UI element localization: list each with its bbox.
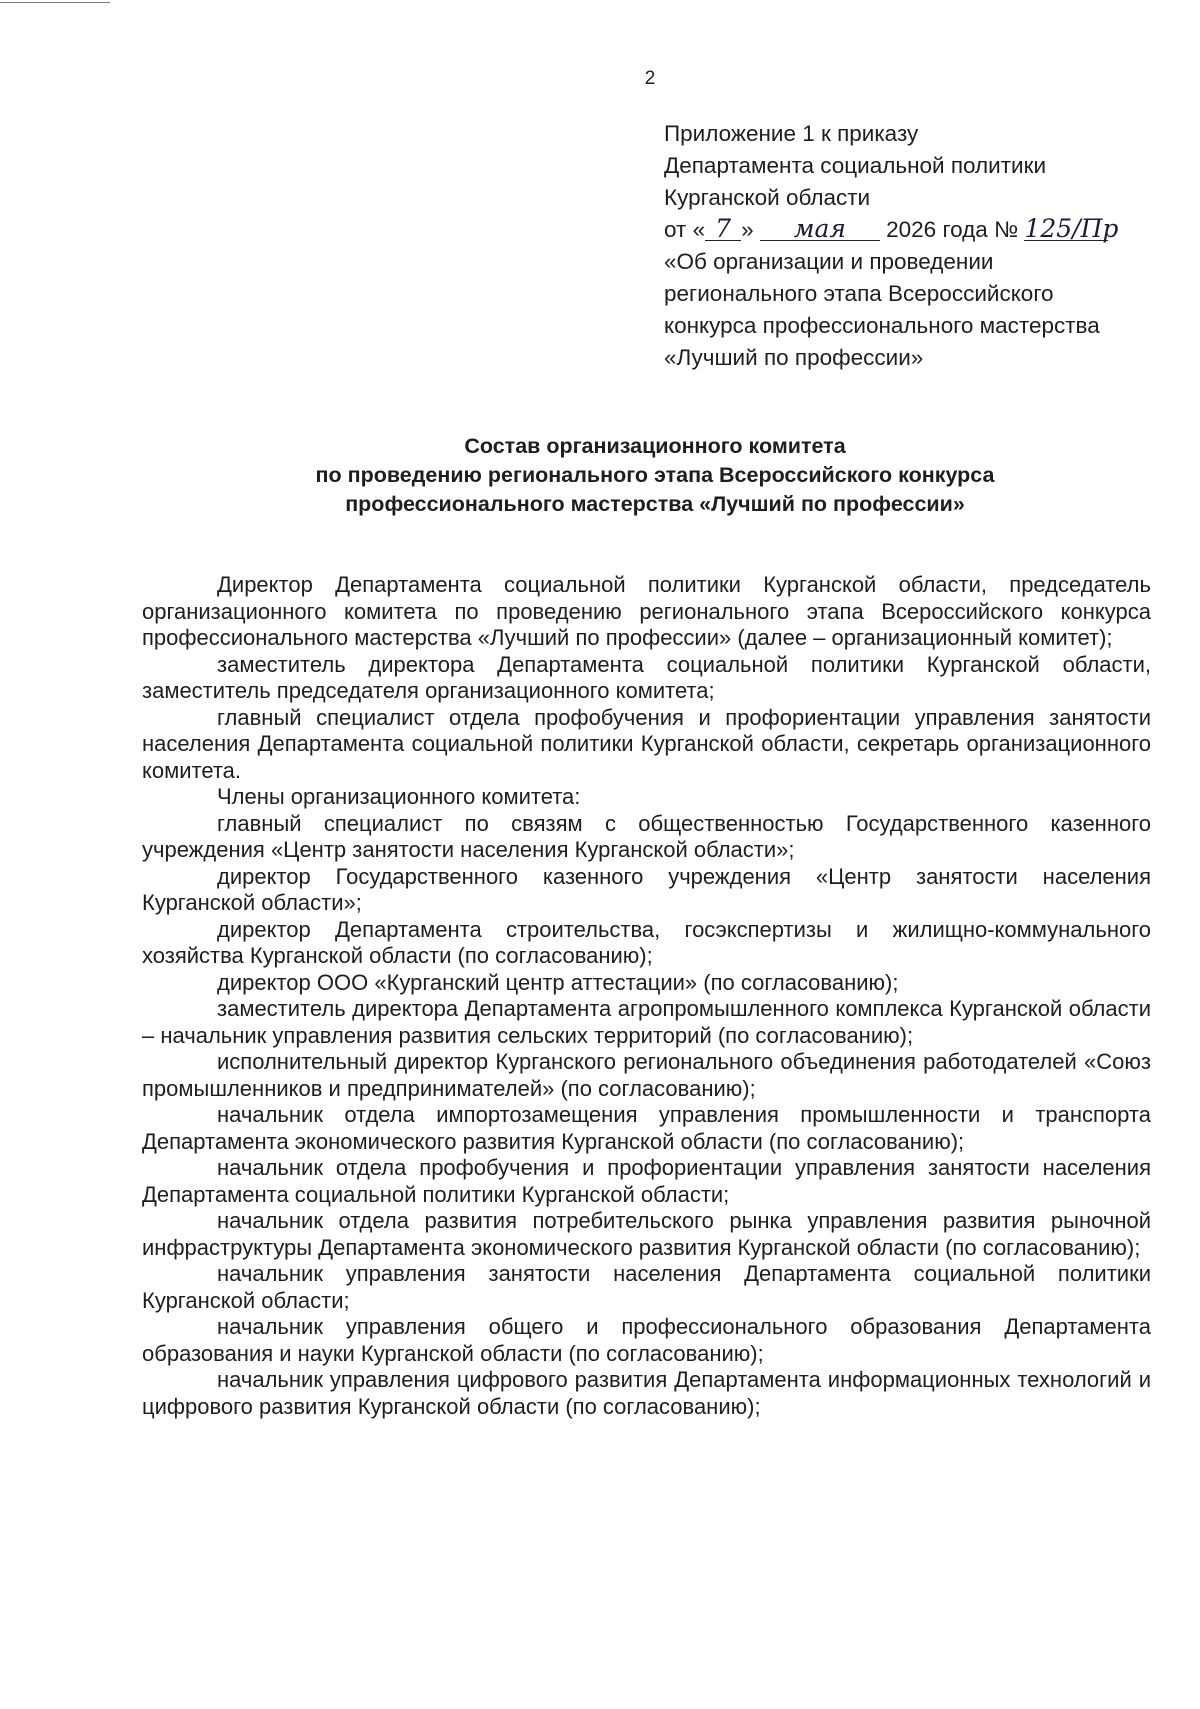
- subject-line-4: «Лучший по профессии»: [664, 345, 924, 370]
- title-line-2: по проведению регионального этапа Всероссийского конкурса: [315, 463, 995, 487]
- committee-members-list: [142, 572, 1151, 1420]
- date-mid: »: [741, 217, 754, 242]
- paragraph-deputy-chairman: заместитель директора Департамента социальной политики Курганской области, заместитель председателя организационного комитета;: [142, 651, 1151, 703]
- paragraph-member: начальник отдела развития потребительского рынка управления развития рыночной инфраструктуры Департамента экономического развития Курганской области (по согласованию);: [142, 1208, 1151, 1260]
- paragraph-member: главный специалист по связям с общественностью Государственного казенного учреждения «Центр занятости населения Курганской области»;: [142, 810, 1151, 862]
- paragraph-member: начальник отдела профобучения и профориентации управления занятости населения Департамента социальной политики Курганской области;: [142, 1155, 1151, 1207]
- appendix-line-3: Курганской области: [664, 185, 871, 210]
- appendix-block: [664, 118, 1164, 374]
- appendix-line-2: Департамента социальной политики: [664, 153, 1047, 178]
- date-year: 2026 года №: [886, 217, 1019, 242]
- subject-line-1: «Об организации и проведении: [664, 249, 994, 274]
- paragraph-member: заместитель директора Департамента агропромышленного комплекса Курганской области – начальник управления развития сельских территорий (по согласованию);: [142, 996, 1151, 1048]
- scan-edge-line: [0, 2, 110, 3]
- order-date-line: [664, 214, 1164, 246]
- order-number-handwritten: 125/Пр: [1024, 214, 1119, 243]
- paragraph-member: директор ООО «Курганский центр аттестации» (по согласованию);: [217, 969, 899, 995]
- subject-line-2: регионального этапа Всероссийского: [664, 281, 1054, 306]
- paragraph-chairman: Директор Департамента социальной политики Курганской области, председатель организационного комитета по проведению регионального этапа Всероссийского конкурса профессионального мастерства «Лучший по профессии» (далее – организационный комитет);: [142, 572, 1151, 650]
- order-number-field: [1024, 214, 1119, 243]
- page-number: 2: [644, 68, 656, 89]
- paragraph-member: директор Государственного казенного учреждения «Центр занятости населения Курганской области»;: [142, 863, 1151, 915]
- title-line-3: профессионального мастерства «Лучший по профессии»: [345, 492, 965, 516]
- paragraph-member: начальник управления занятости населения Департамента социальной политики Курганской области;: [142, 1261, 1151, 1313]
- appendix-line-1: Приложение 1 к приказу: [664, 121, 919, 146]
- paragraph-member: исполнительный директор Курганского регионального объединения работодателей «Союз промышленников и предпринимателей» (по согласованию);: [142, 1049, 1151, 1101]
- document-title: [130, 432, 1180, 519]
- date-prefix: от «: [664, 217, 706, 242]
- paragraph-members-heading: Члены организационного комитета:: [217, 784, 581, 809]
- date-day-field: [705, 214, 741, 241]
- date-month-handwritten: мая: [793, 214, 846, 243]
- paragraph-member: директор Департамента строительства, госэкспертизы и жилищно-коммунального хозяйства Курганской области (по согласованию);: [142, 916, 1151, 968]
- paragraph-member: начальник отдела импортозамещения управления промышленности и транспорта Департамента экономического развития Курганской области (по согласованию);: [142, 1102, 1151, 1154]
- title-line-1: Состав организационного комитета: [464, 434, 846, 458]
- subject-line-3: конкурса профессионального мастерства: [664, 313, 1100, 338]
- paragraph-member: начальник управления общего и профессионального образования Департамента образования и науки Курганской области (по согласованию);: [142, 1314, 1151, 1366]
- date-day-handwritten: 7: [715, 214, 732, 243]
- date-month-field: [760, 214, 880, 241]
- paragraph-secretary: главный специалист отдела профобучения и профориентации управления занятости населения Департамента социальной политики Курганской области, секретарь организационного комитета.: [142, 704, 1151, 783]
- paragraph-member: начальник управления цифрового развития Департамента информационных технологий и цифрового развития Курганской области (по согласованию);: [142, 1367, 1151, 1419]
